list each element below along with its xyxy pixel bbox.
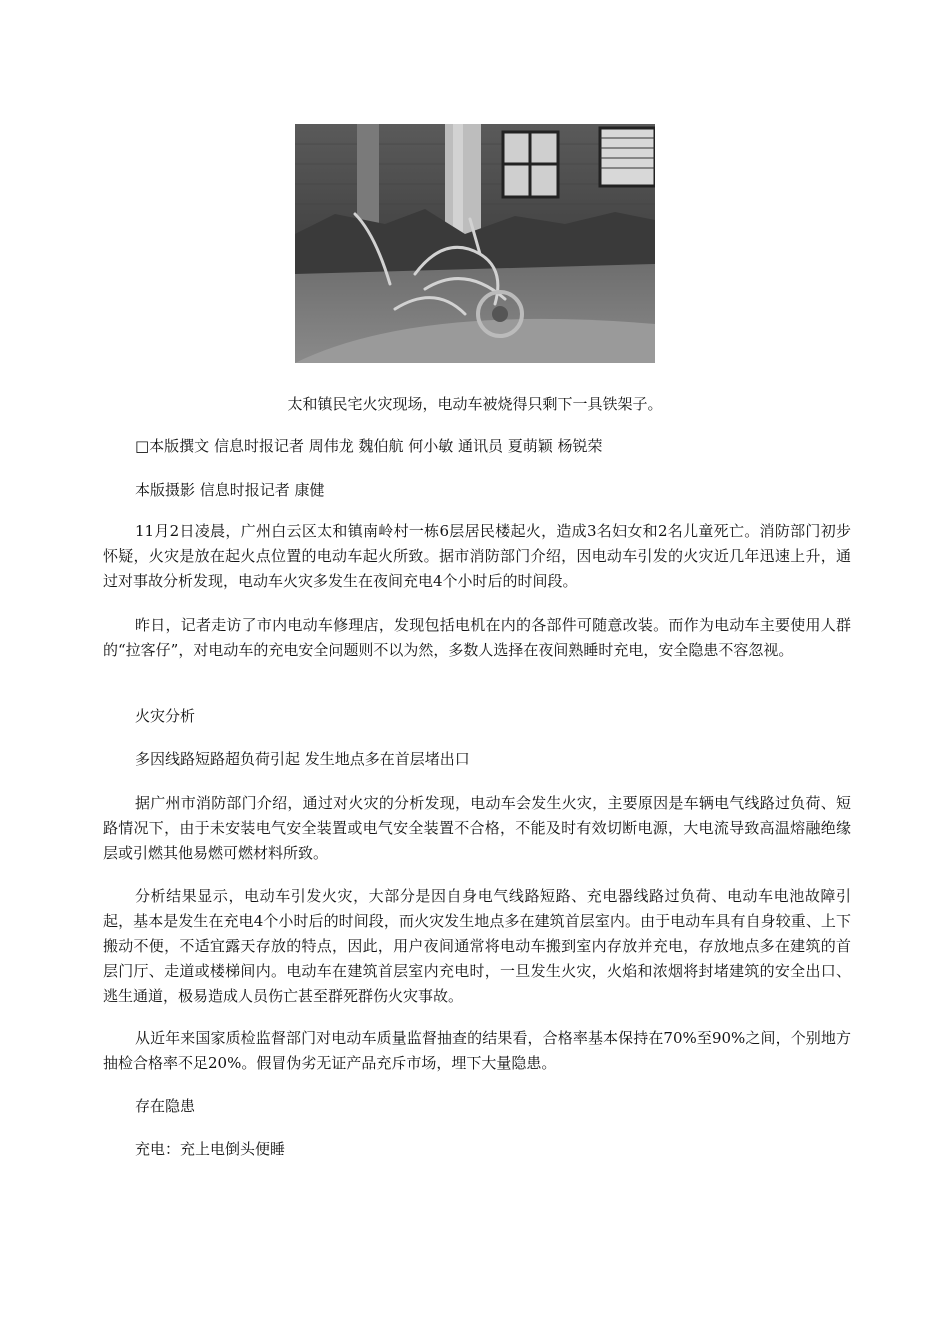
burned-bike-image [295, 124, 655, 363]
paragraph-reporter-visit: 昨日，记者走访了市内电动车修理店，发现包括电机在内的各部件可随意改装。而作为电动车主要使用人群的“拉客仔”，对电动车的充电安全问题则不以为然，多数人选择在夜间熟睡时充电，安全隐患不容忽视。 [103, 616, 851, 659]
paragraph-quality-inspection: 从近年来国家质检监督部门对电动车质量监督抽查的结果看，合格率基本保持在70%至90%之间，个别地方抽检合格率不足20%。假冒伪劣无证产品充斥市场，埋下大量隐患。 [103, 1029, 851, 1072]
section-subheading-causes: 多因线路短路超负荷引起 发生地点多在首层堵出口 [135, 750, 470, 768]
section-heading-hazards: 存在隐患 [135, 1097, 196, 1115]
paragraph-intro: 11月2日凌晨，广州白云区太和镇南岭村一栋6层居民楼起火，造成3名妇女和2名儿童死亡。消防部门初步怀疑，火灾是放在起火点位置的电动车起火所致。据市消防部门介绍，因电动车引发的火灾近几年迅速上升，通过对事故分析发现，电动车火灾多发生在夜间充电4个小时后的时间段。 [103, 522, 851, 590]
paragraph-fire-department: 据广州市消防部门介绍，通过对火灾的分析发现，电动车会发生火灾，主要原因是车辆电气线路过负荷、短路情况下，由于未安装电气安全装置或电气安全装置不合格，不能及时有效切断电源，大电流导致高温熔融绝缘层或引燃其他易燃可燃材料所致。 [103, 794, 851, 862]
byline-writers: □本版撰文 信息时报记者 周伟龙 魏伯航 何小敏 通讯员 夏萌颖 杨锐荣 [135, 437, 603, 455]
fire-scene-photo [295, 124, 655, 363]
paragraph-analysis-results: 分析结果显示，电动车引发火灾，大部分是因自身电气线路短路、充电器线路过负荷、电动车电池故障引起，基本是发生在充电4个小时后的时间段，而火灾发生地点多在建筑首层室内。由于电动车具有自身较重、上下搬动不便，不适宜露天存放的特点，因此，用户夜间通常将电动车搬到室内存放并充电，存放地点多在建筑的首层门厅、走道或楼梯间内。电动车在建筑首层室内充电时，一旦发生火灾，火焰和浓烟将封堵建筑的安全出口、逃生通道，极易造成人员伤亡甚至群死群伤火灾事故。 [103, 887, 851, 1005]
section-heading-fire-analysis: 火灾分析 [135, 707, 196, 725]
byline-photographer: 本版摄影 信息时报记者 康健 [135, 481, 325, 499]
section-subheading-charging: 充电：充上电倒头便睡 [135, 1140, 286, 1158]
photo-caption: 太和镇民宅火灾现场，电动车被烧得只剩下一具铁架子。 [287, 395, 663, 413]
